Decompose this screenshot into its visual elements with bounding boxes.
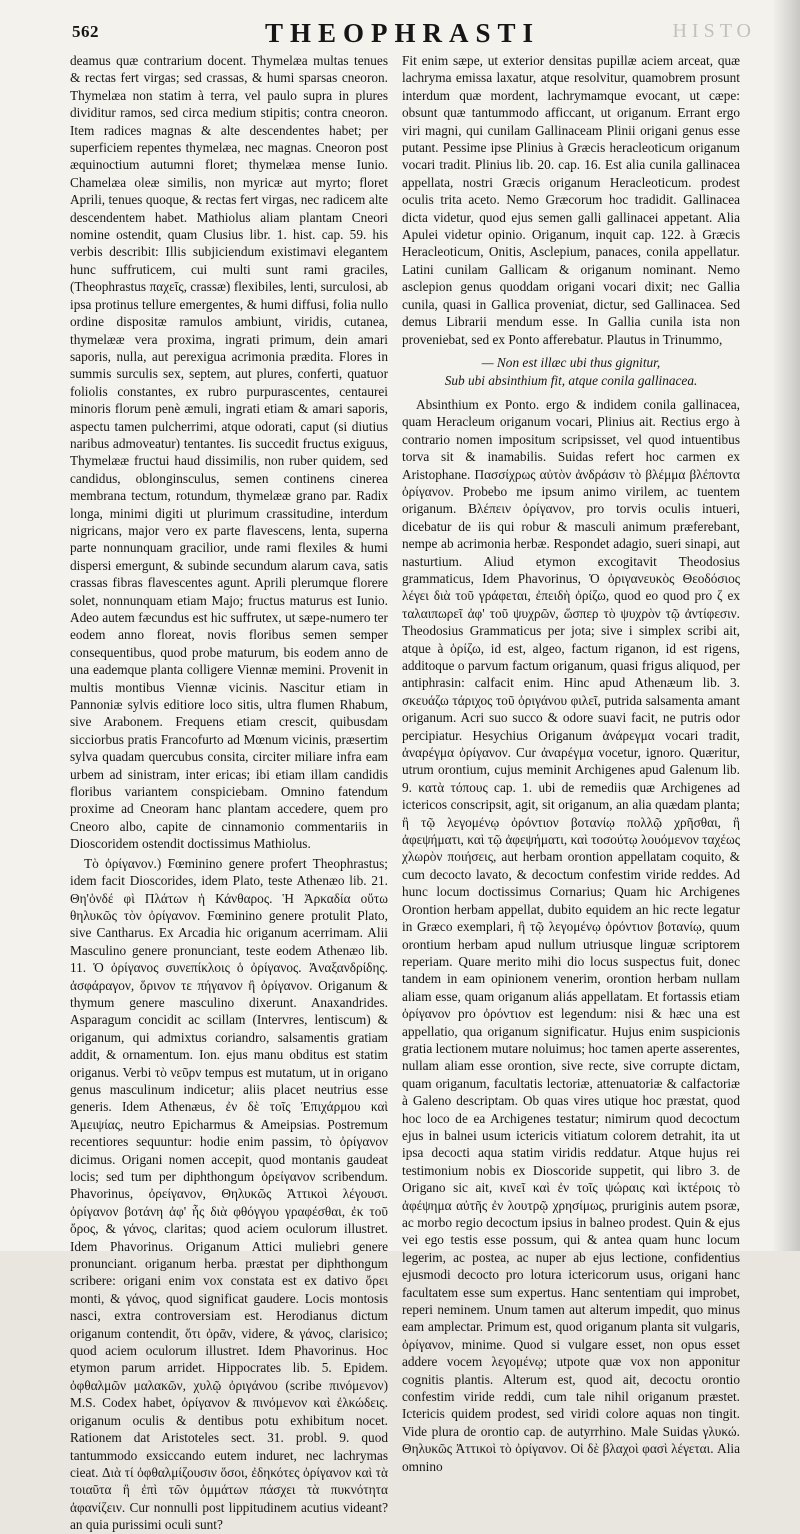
bleed-through-text: HISTO: [672, 20, 756, 42]
page-number: 562: [72, 22, 99, 41]
verse-line-1: — Non est illæc ubi thus gignitur,: [481, 354, 661, 370]
running-title: THEOPHRASTI: [265, 18, 541, 48]
left-paragraph-2: Τὸ ὀρίγανον.) Fœminino genere profert Theophrastus; idem facit Dioscorides, idem Plato, teste Athenæo lib. 21. Θη'ὁνδέ φὶ Πλάτων ἡ Κάνθαρος. Ἡ Ἀρκαδία οὕτω θηλυκῶς τὸν ὀρίγανον. Fœminino genere protulit Plato, sive Cantharus. Ex Arcadia hic origanum acerrimam. Alii Masculino genere pronunciant, teste eodem Athenæo lib. 11. Ὁ ὀρίγανος συνεπίκλοις ὁ ὀρίγανος. Ἀναξανδρίδης. ἀσφάραγον, ὅρινον τε πήγανον ἢ ὀρίγανον. Origanum & thymum genere masculino dixerunt. Anaxandrides. Asparagum concidit ac scillam (Intervres, lentiscum) & origanum, qui admixtus coriandro, salsamentis gratiam addit, & ornamentum. Ion. ejus manu obditus est statim origanus. Verbi τὸ νεῦρν tempus est mutatum, ut in origano genus masculinum indicetur; aliis placet neutrius esse generis. Idem Athenæus, ἐν δὲ τοῖς Ἐπιχάρμου καὶ Ἀμειψίας, neutro Epicharmus & Ameipsias. Postremum recentiores sequuntur: hodie enim passim, τὸ ὀρίγανον dicimus. Origani nomen accepit, quod montanis gaudeat locis; sed tum per diphthongum ὀρείγανον scribendum. Phavorinus, ὀρείγανον, Θηλυκῶς Ἀττικοὶ λέγουσι. ὀρίγανον βοτάνη ἀφ' ἧς διὰ φθόγγου γραφέσθαι, ἐκ τοῦ ὄρος, & γάνος, claritas; quod aciem oculorum illustret. Idem Phavorinus. Origanum Attici muliebri genere pronunciant. origanum herba. præstat per diphthongum scribere: origani enim vox constata est ex dativo ὄρει monti, & γάνος, quod significat gaudere. Locis montosis nasci, extra controversiam est. Herodianus dictum origanum contendit, ὅτι ὁρᾶν, videre, & γάνος, clarisico; quod aciem oculorum illustret. Idem Phavorinus. Hoc etymon parum arridet. Hippocrates lib. 5. Epidem. ὀφθαλμῶν μαλακῶν, χυλῷ ὀριγάνου (scribe πινόμενον) M.S. Codex habet, ὀρίγανον & πινόμενον καὶ ἐλκώδεις. origanum oculis & dentibus potu exhibitum nocet. Rationem dat Aristoteles sect. 31. probl. 9. quod tantummodo exsiccando eutem induret, nec lachrymas cieat. Διὰ τί ὀφθαλμίζουσιν ὅσοι, ἐδηκότες ὀρίγανον καὶ τὰ τοιαῦτα ἢ ἐπὶ τῶν ὀμμάτων πάσχει τὰ πυκνότητα ἀφανίζειν. Cur nonnulli post lippitudinem acutius videant? an quia purissimi oculi sunt?: [70, 855, 388, 1533]
verse-line-2: Sub ubi absinthium fit, atque conila gallinacea.: [444, 372, 698, 388]
right-paragraph-2: Absinthium ex Ponto. ergo & indidem conila gallinacea, quam Heracleum origanum vocari, Plinius ait. Rectius ergo à contrario nomen impositum scripsisset, vel quod intuentibus torva sit & inamabilis. Suidas refert hoc carmen ex Aristophane. Πασσίχρως αὐτὸν ἀνδράσιν τὸ βλέμμα βλέποντα ὀρίγανον. Probebo me ipsum animo virilem, ac tuentem origanum. Βλέπειν ὀρίγανον, pro torvis oculis intueri, dicebatur de iis qui robur & masculi animum præferebant, nempe ab acrimonia herbæ. Respondet adagio, sueri sinapi, aut nasturtium. Aliud etymon excogitavit Theodosius grammaticus, Idem Phavorinus, Ὁ ὀριγανευκὸς Θεοδόσιος λέγει διὰ τοῦ γράφεται, ἐπειδὴ ὀρίζω, quod eo quod pro ζ ex ταλαιπωρεῖ ἀφ' τοῦ ψυχρῶν, ὥσπερ τὸ ψυχρὸν τῷ ἀντίφεσιν. Theodosius Grammaticus per jota; sive i simplex scribi ait, atque à ὁρίζω, id est, algeo, factum riganon, id est rigens, additoque o parvum factum origanum, quasi frigus aliquod, per antiphrasin: calfacit enim. Hinc apud Athenæum lib. 3. σκευάζω τάριχος τοῦ ὀριγάνου φιλεῖ, putrida salsamenta amant origanum. Acri suo succo & odore suavi facit, ne putris odor percipiatur. Hesychius Origanum ἀνάρεγμα vocari tradit, ἀναρέγμα ὀρίγανον. Cur ἀναρέγμα vocetur, ignoro. Quæritur, utrum orontium, cujus meminit Archigenes apud Galenum lib. 9. κατὰ τόπους cap. 1. ubi de remediis quæ Archigenes ad ictericos conscripsit, agit, sit origanum, an alia quædam planta; ἢ τῷ λεγομένῳ ὀρόντιον βοτανίῳ πολλῷ χρῆσθαι, ἢ ἀφεψήματι, καὶ τῷ ἀφεψήματι, καὶ τοσούτῳ λουόμενον ταχέως χλωρὸν ποιήσεις, aut herbam orontion appellatam coquito, & cum decocto lavato, & decoctum confestim viride reddes. Ad hunc locum doctissimus Cornarius; Quam hic Archigenes Orontion herbam appellat, dubito equidem an hic recte legatur in Græco exemplari, ἢ τῷ λεγομένῳ ὀρόντιον βοτανίῳ, quum orontium herbam apud nullum utriusque linguæ scriptorem reperiam. Quare merito mihi dio locus suspectus fuit, donec tandem in eam opinionem venerim, orontion herbam nullam aliam esse, quam origanum aliás appellatam. Et fortassis etiam ὀρίγανον pro ὀρόντιον est legendum: nisi & hæc una est appellatio, qua origanum significatur. Hujus enim suspicionis gratia lectionem mutare noluimus; hoc tamen aperte asserentes, nullam aliam esse orontion, sive recte, sive corrupte dictam, quam origanum, facultatis lectoriæ, attenuatoriæ & calfactoriæ à Galeno descriptam. Ob quas vires utique hoc præstat, quod hoc loco de ea Archigenes testatur; nimirum quod decoctum ejus in balnei usum ictericis vitiatum colorem detrahit, ita ut ipsa decocti aqua statim viridis reddatur. Atque hujus rei testimonium nobis ex Dioscoride suppetit, qui libro 3. de Origano sic ait, κινεῖ καὶ ἐν τοῖς ψώραις καὶ ἰκτέροις τὸ ἀφέψημα αὐτῆς ἐν λουτρῷ χρησίμως, pruriginis autem psoræ, ac morbo regio decoctum ipsius in balneo prodest. Quin & ejus vei ego testis esse possum, qui & antea quam hunc locum legerim, ac postea, ac nuper ab ejus lectione, confidentius ejusmodi decocto pro lotura ictericorum usus, origani hanc facultatem esse sum expertus. Hanc sententiam qui improbet, reperi neminem. Unum tamen aut alterum impedit, quo minus eam amplectar. Primum est, quod origanum planta sit vulgaris, ὀρίγανον, minime. Quod si vulgare esset, non opus esset addere vocem λεγομένῳ; utpote quæ vox non apponitur cognitis plantis. Alterum est, quod ait, decoctu orontio confestim viride reddi, cum tale nihil origanum præstet. Ictericis quidem prodest, sed viridi colore aquas non tingit. Vide plura de orontio cap. de autyrrhino. Male Suidas γλυκώ. Θηλυκῶς Ἀττικοὶ τὸ ὀρίγανον. Οἱ δὲ βλαχοὶ φασὶ λέγεται. Alia omnino: [402, 396, 740, 1474]
gutter-shadow: [772, 0, 800, 1251]
verse-quotation: [402, 354, 740, 390]
left-paragraph-1: deamus quæ contrarium docent. Thymelæa multas tenues & rectas fert virgas; sed crassas, & humi sparsas cneoron. Thymelæa non statim à terra, vel paulo supra in plures dividitur ramos, sed circa medium stipitis; contra cneoron. Item radices magnas & alte descendentes habet; per superficiem repentes thymelæa, nec magnas. Cneoron post æquinoctium autumni floret; thymelæa mense Iunio. Chamelæa oleæ similis, non myricæ aut myrto; floret Aprili, tenues quoque, & rectas fert virgas, nec radicem alte descendentem habet. Mathiolus aliam plantam Cneori nomine ostendit, quam Clusius libr. 1. hist. cap. 59. his verbis describit: Illis subjiciendum existimavi elegantem hunc suffruticem, cui multi sunt rami graciles, (Theophrastus παχεῖς, crassæ) flexibiles, lenti, surculosi, ab ipsa protinus tellure emergentes, & humi diffusi, folia nullo ordine dispositæ ramulos ambiunt, viridis, cutanea, thymelææ vera proxima, ingrati primum, dein amari saporis, nulla, aut perexigua acrimonia prædita. Flores in summis surculis sex, septem, aut plures, conferti, quatuor foliolis constantes, ex rubro purpurascentes, centaurei minoris florum penè æmuli, ingrati etiam & amari saporis, aspectu tamen pulcherrimi, atque odorati, caput (si diutius naribus admoveatur) tentantes. Iis succedit fructus exiguus, Thymelææ fructui haud dissimilis, non ruber quidem, sed candidus, oblonginsculus, semen continens cinerea membrana tectum, rotundum, thymelææ grano par. Radix longa, minimi digiti ut plurimum crassitudine, interdum nigricans, major vero ex parte flavescens, lenta, superna parte nonnunquam gracilior, unde rami flexiles & humi dispersi emergunt, & subinde secundum alarum cava, satis crassas fibras flavescentes agunt. Aprili plerumque florere solet, nonnunquam etiam Majo; fructus maturus est Iunio. Adeo autem fæcundus est hic suffrutex, ut sæpe-numero ter eodem anno floreat, novis floribus semen semper consequentibus, quod probe maturum, bis eodem anno de una eademque planta colligere Viennæ memini. Provenit in multis montibus Viennæ vicinis. Nascitur etiam in Pannoniæ sylvis editiore loco sitis, ultra flumen Rhabum, sive Arabonem. Frequens etiam crescit, quibusdam sicciorbus pratis Francofurto ad Mœnum vicinis, præsertim sylva quadam quercubus consita, circiter miliare infra eam urbem ad sinistram, inter ericas; ibi etiam illam candidis floribus variantem conspiciebam. Omnino fatendum proxime ad Cneoram hanc plantam accedere, quem pro Cneoro albo, capite de cinnamonio commentariis in Dioscoridem ostendit doctissimus Mathiolus.: [70, 53, 388, 852]
right-paragraph-1: Fit enim sæpe, ut exterior densitas pupillæ aciem arceat, quæ lachryma emissa laxatur, atque resolvitur, quamobrem prosunt interdum quæ mordent, lachrymamque evocant, ut cæpe: obsunt quæ tantummodo afficcant, ut origanum. Errant ergo viri magni, qui cunilam Gallinaceam Plinii origani genus esse putant. Pessime ipse Plinius à Græcis heracleoticum origanum vocari tradit. Plinius lib. 20. cap. 16. Est alia cunila gallinacea appellata, nostri Græcis origanum Heracleoticum. prodest oculis trita aceto. Nemo Græcorum hoc tradidit. Gallinacea dicta videtur, quod ejus semen galli gallinacei appetant. Alia Apulei videtur opinio. Origanum, inquit cap. 122. à Græcis Heracleoticum, Onitis, Asclepium, panaces, conila appellatur. Latini cunilam Gallicam & origanum nominant. Nemo asclepion genus quoddam origani vocari dixit; nec Gallia cunila, quasi in Gallica proveniat, dictur, sed Gallinacea. Sed demus Librarii mendum esse. In Gallia cunila ista non proveniebat, sed ex Ponto afferebatur. Plautus in Trinummo,: [402, 53, 740, 347]
right-column: [402, 52, 740, 1474]
page-header: [30, 8, 766, 48]
left-column: [70, 52, 388, 1533]
